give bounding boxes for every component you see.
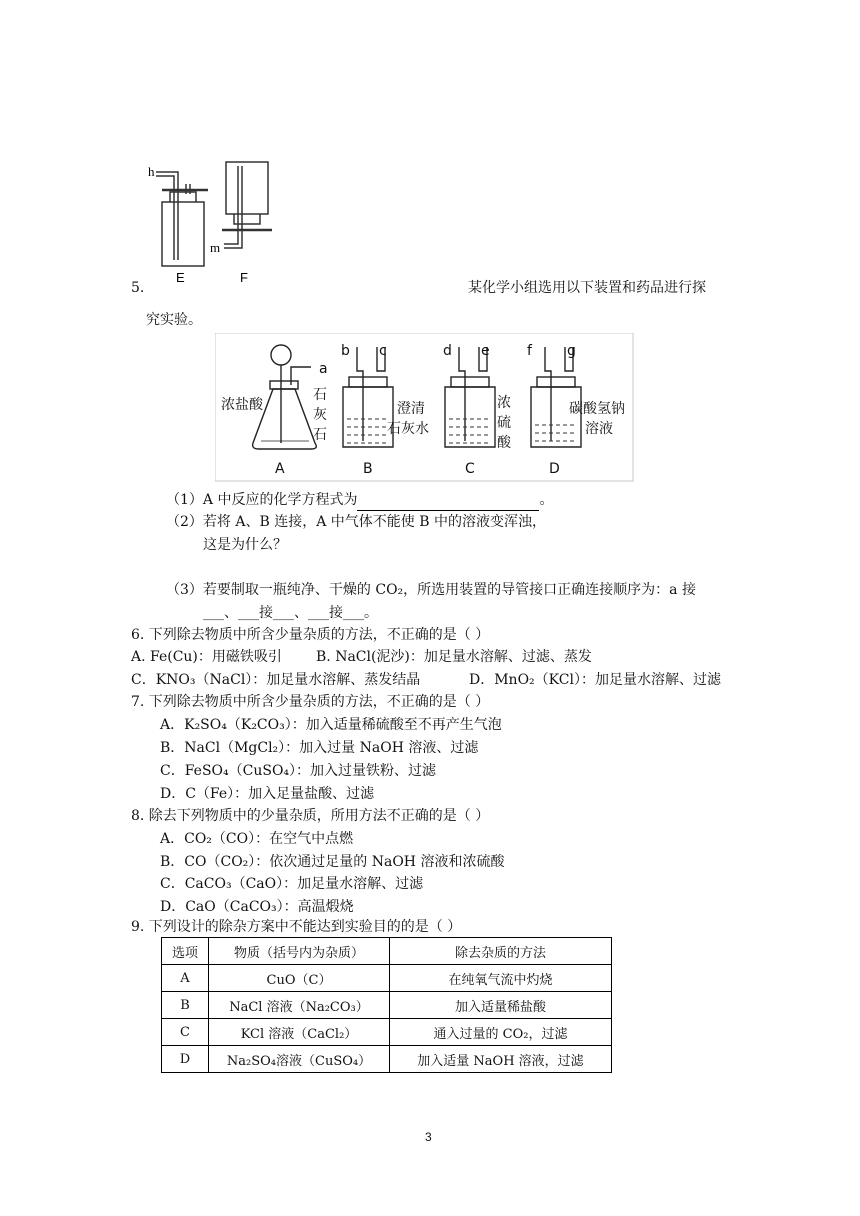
cell-option: A bbox=[162, 965, 209, 992]
port-e: e bbox=[481, 343, 490, 359]
reagent-c-2: 硫 bbox=[497, 415, 511, 431]
q6-stem: 6. 下列除去物质中所含少量杂质的方法，不正确的是（ ） bbox=[131, 627, 490, 643]
cell-substance: NaCl 溶液（Na₂CO₃） bbox=[209, 992, 390, 1019]
q8-stem: 8. 除去下列物质中的少量杂质，所用方法不正确的是（ ） bbox=[131, 808, 490, 824]
reagent-c-3: 酸 bbox=[497, 435, 511, 451]
cell-option: C bbox=[162, 1019, 209, 1046]
page-number: 3 bbox=[425, 1130, 432, 1144]
label-a: A bbox=[275, 461, 285, 477]
q5-sub1 bbox=[166, 490, 553, 511]
table-row bbox=[162, 965, 612, 992]
q5-sub1-text: （1）A 中反应的化学方程式为 bbox=[166, 492, 358, 508]
label-c: C bbox=[465, 461, 475, 477]
label-h: h bbox=[148, 164, 155, 179]
reagent-b-1: 澄清 bbox=[397, 401, 425, 417]
header-substance: 物质（括号内为杂质） bbox=[209, 938, 390, 965]
cell-method: 在纯氧气流中灼烧 bbox=[390, 965, 612, 992]
port-g: g bbox=[567, 343, 576, 359]
q5-sub3-line1: （3）若要制取一瓶纯净、干燥的 CO₂，所选用装置的导管接口正确连接顺序为：a 接 bbox=[166, 582, 696, 598]
q6-option-b: B. NaCl(泥沙)：加足量水溶解、过滤、蒸发 bbox=[316, 649, 592, 665]
reagent-c-1: 浓 bbox=[497, 395, 511, 411]
table-row bbox=[162, 1046, 612, 1073]
q9-options-table bbox=[161, 937, 612, 1073]
q5-number: 5. bbox=[131, 280, 145, 296]
cell-method: 加入适量 NaOH 溶液，过滤 bbox=[390, 1046, 612, 1073]
reagent-a-left: 浓盐酸 bbox=[221, 397, 263, 413]
q7-option-a: A．K₂SO₄（K₂CO₃）：加入适量稀硫酸至不再产生气泡 bbox=[160, 717, 502, 733]
q7-option-b: B．NaCl（MgCl₂）：加入过量 NaOH 溶液、过滤 bbox=[160, 740, 479, 756]
table-row bbox=[162, 1019, 612, 1046]
q6-option-a: A. Fe(Cu)：用磁铁吸引 bbox=[131, 649, 282, 665]
reagent-a-right-2: 灰 bbox=[313, 407, 327, 423]
port-f: f bbox=[527, 343, 532, 359]
gas-bottle-figure-ef bbox=[140, 158, 280, 288]
header-option: 选项 bbox=[162, 938, 209, 965]
label-d: D bbox=[549, 461, 560, 477]
port-b: b bbox=[341, 343, 350, 359]
q5-intro: 某化学小组选用以下装置和药品进行探 bbox=[468, 280, 706, 296]
q8-option-c: C．CaCO₃（CaO）：加足量水溶解、过滤 bbox=[160, 876, 424, 892]
cell-option: B bbox=[162, 992, 209, 1019]
cell-substance: KCl 溶液（CaCl₂） bbox=[209, 1019, 390, 1046]
label-e: E bbox=[176, 270, 185, 285]
q5-sub2-line1: （2）若将 A、B 连接，A 中气体不能使 B 中的溶液变浑浊， bbox=[166, 514, 546, 530]
cell-substance: Na₂SO₄溶液（CuSO₄） bbox=[209, 1046, 390, 1073]
reagent-b-2: 石灰水 bbox=[387, 421, 429, 437]
label-m: m bbox=[210, 240, 221, 255]
cell-method: 加入适量稀盐酸 bbox=[390, 992, 612, 1019]
table-row bbox=[162, 992, 612, 1019]
port-c: c bbox=[379, 343, 387, 359]
q6-option-d: D．MnO₂（KCl）：加足量水溶解、过滤 bbox=[469, 672, 721, 688]
q5-sub3-line2: ___、___接___、___接___。 bbox=[203, 605, 378, 621]
q6-option-c: C．KNO₃（NaCl）：加足量水溶解、蒸发结晶 bbox=[131, 672, 421, 688]
table-header-row bbox=[162, 938, 612, 965]
q7-option-c: C．FeSO₄（CuSO₄）：加入过量铁粉、过滤 bbox=[160, 763, 437, 779]
port-a: a bbox=[319, 361, 328, 377]
header-method: 除去杂质的方法 bbox=[390, 938, 612, 965]
q5-intro-cont: 究实验。 bbox=[146, 312, 202, 328]
q5-sub1-end: 。 bbox=[539, 492, 554, 508]
apparatus-figure-abcd bbox=[215, 333, 635, 483]
q7-option-d: D．C（Fe）：加入足量盐酸、过滤 bbox=[160, 786, 375, 802]
q5-sub2-line2: 这是为什么？ bbox=[203, 537, 287, 553]
cell-method: 通入过量的 CO₂，过滤 bbox=[390, 1019, 612, 1046]
port-d: d bbox=[443, 343, 452, 359]
q8-option-d: D．CaO（CaCO₃）：高温煅烧 bbox=[160, 899, 354, 915]
cell-option: D bbox=[162, 1046, 209, 1073]
reagent-a-right-3: 石 bbox=[313, 427, 327, 443]
cell-substance: CuO（C） bbox=[209, 965, 390, 992]
reagent-d-2: 溶液 bbox=[585, 421, 613, 437]
q7-stem: 7. 下列除去物质中所含少量杂质的方法，不正确的是（ ） bbox=[131, 694, 490, 710]
label-f: F bbox=[240, 270, 248, 285]
q8-option-b: B．CO（CO₂）：依次通过足量的 NaOH 溶液和浓硫酸 bbox=[160, 854, 505, 870]
reagent-d-1: 碳酸氢钠 bbox=[569, 401, 625, 417]
label-b: B bbox=[363, 461, 373, 477]
q5-sub1-blank bbox=[357, 490, 539, 511]
q9-stem: 9. 下列设计的除杂方案中不能达到实验目的的是（ ） bbox=[131, 919, 462, 935]
q8-option-a: A．CO₂（CO）：在空气中点燃 bbox=[160, 831, 354, 847]
reagent-a-right-1: 石 bbox=[313, 387, 327, 403]
